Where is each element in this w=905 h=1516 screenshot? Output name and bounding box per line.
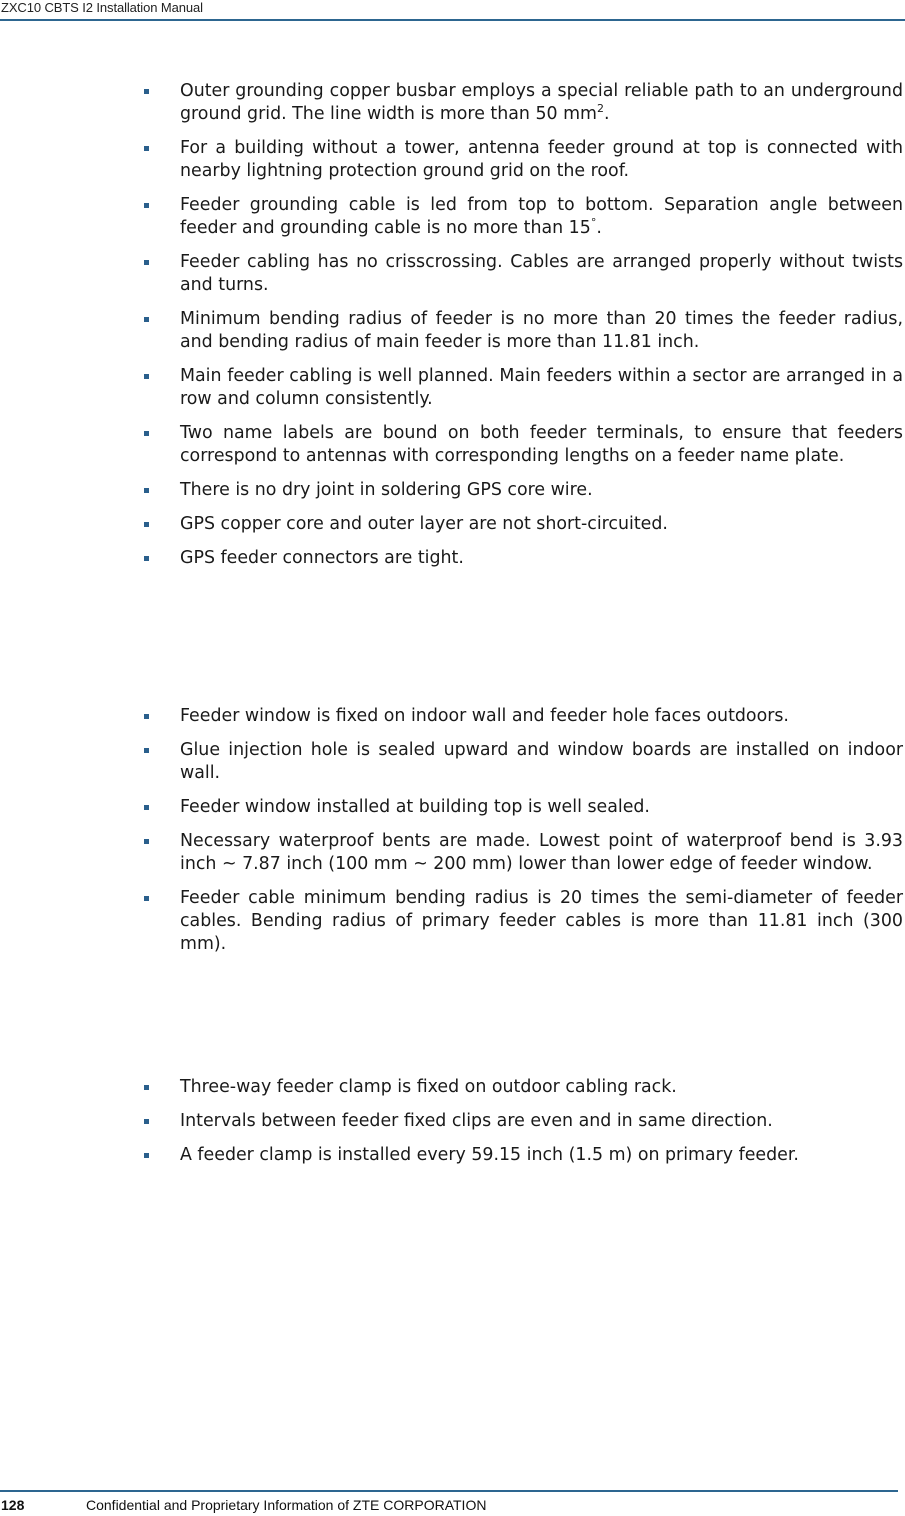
bullet-icon xyxy=(144,146,149,151)
bullet-icon xyxy=(144,488,149,493)
checklist-item xyxy=(0,739,905,785)
checklist-item xyxy=(0,1076,905,1099)
document-title: ZXC10 CBTS I2 Installation Manual xyxy=(1,0,203,15)
bullet-icon xyxy=(144,556,149,561)
bullet-icon xyxy=(144,1085,149,1090)
checklist-item xyxy=(0,547,905,570)
bullet-icon xyxy=(144,89,149,94)
bullet-icon xyxy=(144,203,149,208)
trailing-punctuation: . xyxy=(596,218,602,238)
checklist-item-text: Intervals between feeder fixed clips are even and in same direction. xyxy=(180,1111,773,1131)
checklist-item-text: Three-way feeder clamp is fixed on outdoor cabling rack. xyxy=(180,1077,677,1097)
trailing-punctuation: . xyxy=(604,104,610,124)
checklist-section-1 xyxy=(0,80,905,581)
checklist-item xyxy=(0,479,905,502)
checklist-item xyxy=(0,887,905,956)
bullet-icon xyxy=(144,260,149,265)
bullet-icon xyxy=(144,714,149,719)
page-number: 128 xyxy=(1,1497,25,1513)
checklist-item-text: There is no dry joint in soldering GPS core wire. xyxy=(180,480,593,500)
bullet-icon xyxy=(144,374,149,379)
checklist-item xyxy=(0,308,905,354)
superscript: ° xyxy=(590,216,597,230)
footer-confidentiality-notice: Confidential and Proprietary Information of ZTE CORPORATION xyxy=(86,1497,487,1513)
bullet-icon xyxy=(144,317,149,322)
checklist-item-text: Feeder grounding cable is led from top to bottom. Separation angle between feeder and grounding cable is no more than 15 xyxy=(180,195,903,238)
superscript: 2 xyxy=(597,102,605,116)
checklist-item-text: Two name labels are bound on both feeder terminals, to ensure that feeders correspond to antennas with corresponding lengths on a feeder name plate. xyxy=(180,423,903,466)
checklist-item xyxy=(0,137,905,183)
checklist-item-text: Feeder window is fixed on indoor wall and feeder hole faces outdoors. xyxy=(180,706,789,726)
checklist-item xyxy=(0,1144,905,1167)
checklist-item xyxy=(0,830,905,876)
checklist-item-text: Glue injection hole is sealed upward and window boards are installed on indoor wall. xyxy=(180,740,903,783)
bullet-icon xyxy=(144,1153,149,1158)
page-header xyxy=(0,0,905,22)
bullet-icon xyxy=(144,896,149,901)
bullet-icon xyxy=(144,839,149,844)
bullet-icon xyxy=(144,431,149,436)
checklist-section-2 xyxy=(0,705,905,967)
checklist-item xyxy=(0,422,905,468)
checklist-item-text: Outer grounding copper busbar employs a special reliable path to an underground ground grid. The line width is more than 50 mm xyxy=(180,81,903,124)
checklist-item-text: Main feeder cabling is well planned. Main feeders within a sector are arranged in a row and column consistently. xyxy=(180,366,903,409)
checklist-item-text: Minimum bending radius of feeder is no more than 20 times the feeder radius, and bending radius of main feeder is more than 11.81 inch. xyxy=(180,309,903,352)
bullet-icon xyxy=(144,1119,149,1124)
checklist-item-text: Feeder cabling has no crisscrossing. Cables are arranged properly without twists and turns. xyxy=(180,252,903,295)
bullet-icon xyxy=(144,805,149,810)
checklist-item xyxy=(0,251,905,297)
bullet-icon xyxy=(144,522,149,527)
checklist-item xyxy=(0,194,905,240)
checklist-item xyxy=(0,1110,905,1133)
checklist-item xyxy=(0,705,905,728)
header-divider xyxy=(0,19,905,21)
checklist-item xyxy=(0,796,905,819)
checklist-item-text: For a building without a tower, antenna feeder ground at top is connected with nearby lightning protection ground grid on the roof. xyxy=(180,138,903,181)
checklist-item xyxy=(0,365,905,411)
checklist-item-text: Feeder window installed at building top is well sealed. xyxy=(180,797,650,817)
checklist-item xyxy=(0,80,905,126)
checklist-section-3 xyxy=(0,1076,905,1178)
checklist-item-text: Feeder cable minimum bending radius is 20 times the semi-diameter of feeder cables. Bending radius of primary feeder cables is more than 11.81 inch (300 mm). xyxy=(180,888,903,954)
checklist-item-text: A feeder clamp is installed every 59.15 inch (1.5 m) on primary feeder. xyxy=(180,1145,799,1165)
checklist-item xyxy=(0,513,905,536)
checklist-item-text: GPS feeder connectors are tight. xyxy=(180,548,464,568)
checklist-item-text: Necessary waterproof bents are made. Lowest point of waterproof bend is 3.93 inch ~ 7.87 inch (100 mm ~ 200 mm) lower than lower edge of feeder window. xyxy=(180,831,903,874)
checklist-item-text: GPS copper core and outer layer are not short-circuited. xyxy=(180,514,668,534)
bullet-icon xyxy=(144,748,149,753)
footer-divider xyxy=(0,1490,898,1492)
